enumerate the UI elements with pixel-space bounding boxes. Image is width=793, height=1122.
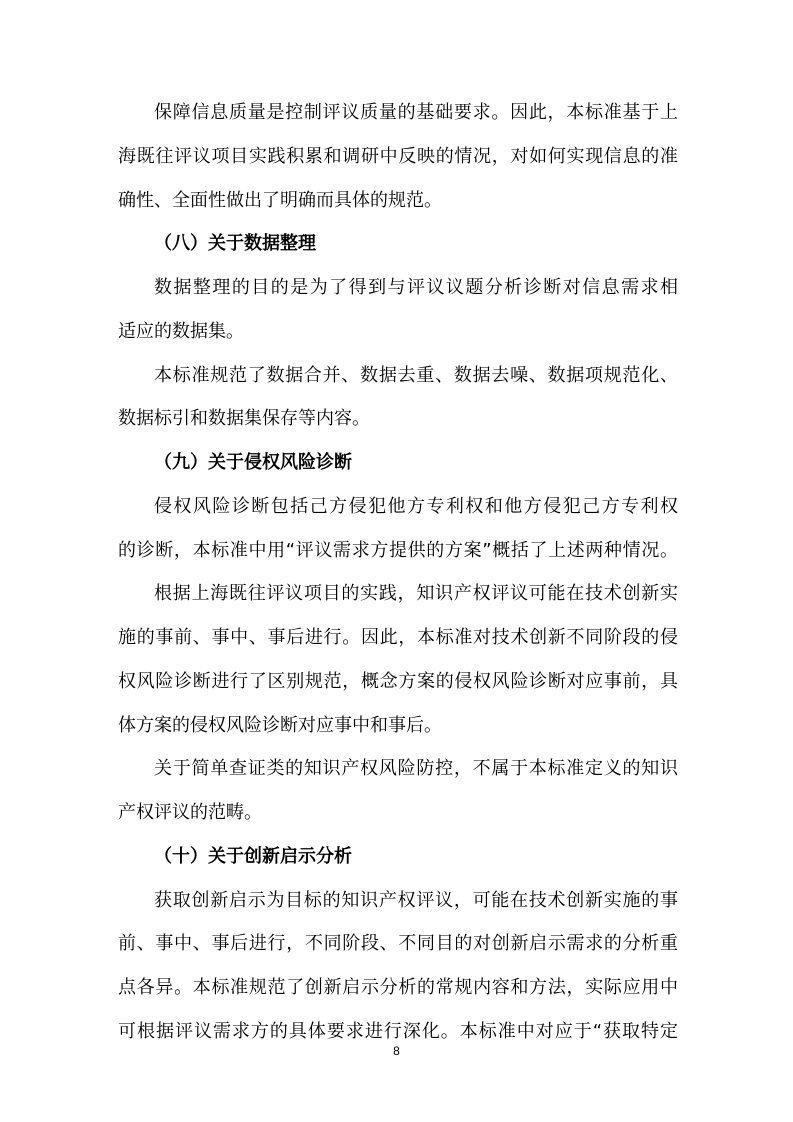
paragraph-line: 关于简单查证类的知识产权风险防控，不属于本标准定义的知识: [154, 758, 678, 779]
paragraph-line: 产权评议的范畴。: [118, 802, 262, 823]
paragraph-line: 获取创新启示为目标的知识产权评议，可能在技术创新实施的事: [154, 890, 678, 911]
paragraph-line: 的诊断，本标准中用“评议需求方提供的方案”概括了上述两种情况。: [118, 540, 678, 561]
paragraph-line: 侵权风险诊断包括己方侵犯他方专利权和他方侵犯己方专利权: [154, 496, 678, 517]
paragraph-line: 适应的数据集。: [118, 321, 244, 342]
paragraph-line: 前、事中、事后进行，不同阶段、不同目的对创新启示需求的分析重: [118, 933, 678, 954]
paragraph-line: 可根据评议需求方的具体要求进行深化。本标准中对应于“获取特定: [118, 1021, 678, 1042]
paragraph-line: 数据标引和数据集保存等内容。: [118, 408, 370, 429]
paragraph-line: 确性、全面性做出了明确而具体的规范。: [118, 190, 442, 211]
paragraph-line: 本标准规范了数据合并、数据去重、数据去噪、数据项规范化、: [154, 365, 678, 386]
paragraph-line: 施的事前、事中、事后进行。因此，本标准对技术创新不同阶段的侵: [118, 627, 678, 648]
paragraph-line: 体方案的侵权风险诊断对应事中和事后。: [118, 715, 442, 736]
section-heading-8: （八）关于数据整理: [154, 233, 316, 254]
paragraph-line: 权风险诊断进行了区别规范，概念方案的侵权风险诊断对应事前，具: [118, 671, 678, 692]
section-heading-10: （十）关于创新启示分析: [154, 846, 352, 867]
paragraph-line: 根据上海既往评议项目的实践，知识产权评议可能在技术创新实: [154, 583, 678, 604]
paragraph-line: 海既往评议项目实践积累和调研中反映的情况，对如何实现信息的准: [118, 146, 678, 167]
page-number: 8: [393, 1044, 400, 1058]
paragraph-line: 数据整理的目的是为了得到与评议议题分析诊断对信息需求相: [154, 277, 678, 298]
section-heading-9: （九）关于侵权风险诊断: [154, 452, 352, 473]
paragraph-line: 点各异。本标准规范了创新启示分析的常规内容和方法，实际应用中: [118, 977, 678, 998]
paragraph-line: 保障信息质量是控制评议质量的基础要求。因此，本标准基于上: [154, 102, 678, 123]
